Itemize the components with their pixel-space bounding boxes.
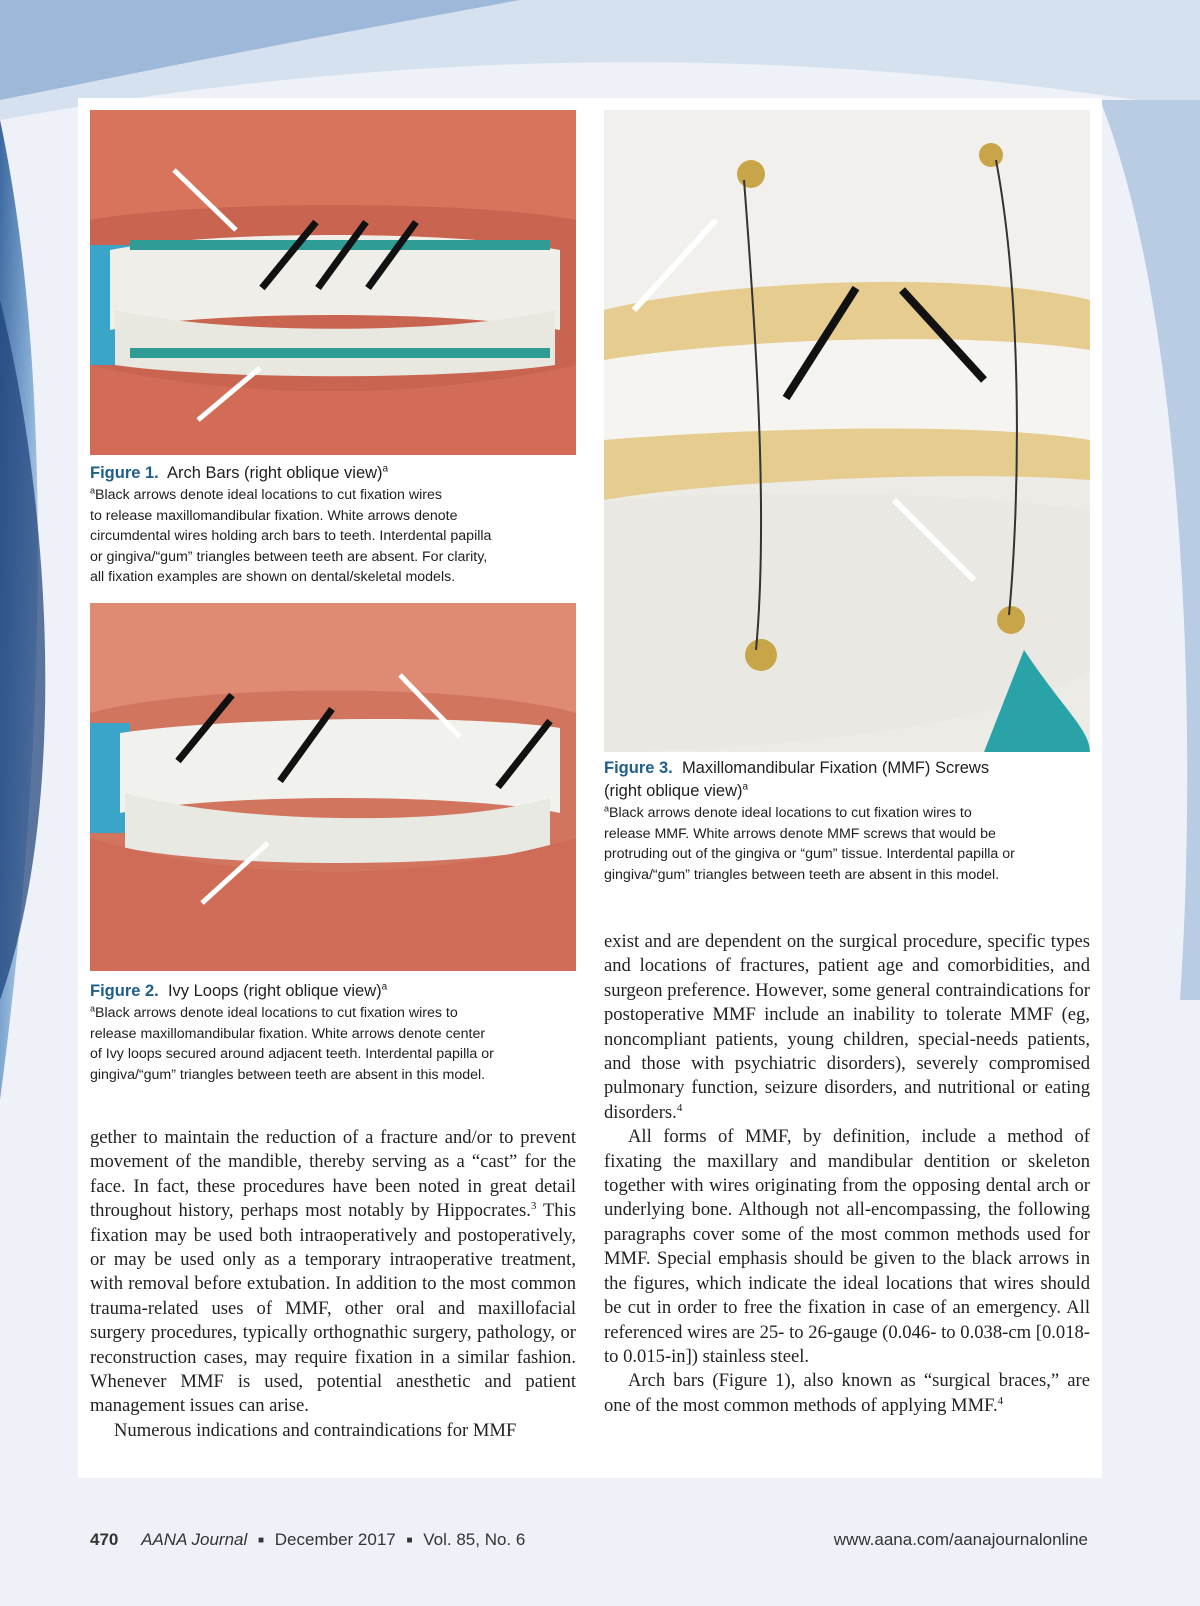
right-body-column bbox=[604, 930, 1090, 1418]
figure-2-label: Figure 2. bbox=[90, 982, 159, 1000]
footer-left: 470 AANA Journal ■ December 2017 ■ Vol. 85, No. 6 bbox=[90, 1530, 526, 1549]
left-paragraph-2: Numerous indications and contraindications for MMF bbox=[114, 1419, 517, 1441]
right-paragraph-2: All forms of MMF, by definition, include a method of fixating the maxillary and mandibular dentition or skeleton together with wires originating from the opposing dental arch or underlying bone. Although not all-encompassing, the following paragraphs cover some of the most common methods used for MMF. Special emphasis should be given to the black arrows in the figures, which indicate the ideal locations that wires should be cut in order to free the fixation in case of an emergency. All referenced wires are 25- to 26-gauge (0.046- to 0.038-cm [0.018- to 0.015-in]) stainless steel. bbox=[604, 1126, 1090, 1367]
figure-1-note: $^a$Black arrows denote ideal locations to cut fixation wires to release maxillomandibular fixation. White arrows denote circumdental wires holding arch bars to teeth. Interdental papilla or gingiva/“gum” triangles between teeth are absent. For clarity, all fixation examples are shown on dental/skeletal models. bbox=[90, 485, 492, 585]
figure-1-label: Figure 1. bbox=[90, 464, 159, 482]
page-number: 470 bbox=[90, 1530, 119, 1549]
journal-name: AANA Journal bbox=[141, 1530, 248, 1549]
issue-date: December 2017 bbox=[274, 1530, 396, 1549]
left-paragraph-1: gether to maintain the reduction of a fracture and/or to prevent movement of the mandible, thereby serving as a “cast” for the face. In fact, these procedures have been noted in great detail throughout history, perhaps most notably by Hippocrates.$^3$ This fixation may be used both intraoperatively and postoperatively, or may be used only as a temporary intraoperative treatment, with removal before extubation. In addition to the most common trauma-related uses of MMF, other oral and maxillofacial surgery procedures, typically orthognathic surgery, pathology, or reconstruction cases, may require fixation in a similar fashion. Whenever MMF is used, potential anesthetic and patient management issues can arise. bbox=[90, 1127, 577, 1417]
right-paragraph-1: exist and are dependent on the surgical procedure, specific types and locations of fractures, patient age and comorbidities, and surgeon preference. However, some general contraindications for postoperative MMF include an inability to tolerate MMF (eg, noncompliant patients, young children, special-needs patients, and those with psychiatric disorders), severely compromised pulmonary function, seizure disorders, and nutritional or eating disorders.$^4$ bbox=[604, 931, 1090, 1123]
figure-2-note: $^a$Black arrows denote ideal locations to cut fixation wires to release maxillomandibular fixation. White arrows denote center of Ivy loops secured around adjacent teeth. Interdental papilla or gingiva/“gum” triangles between teeth are absent in this model. bbox=[90, 1003, 494, 1083]
right-paragraph-3: Arch bars (Figure 1), also known as “surgical braces,” are one of the most common methods of applying MMF.$^4$ bbox=[604, 1370, 1090, 1416]
figure-2-photo bbox=[90, 603, 576, 971]
figure-1-title: Figure 1. Arch Bars (right oblique view)$^a$ bbox=[90, 463, 389, 482]
figure-3-note: $^a$Black arrows denote ideal locations to cut fixation wires to release MMF. White arrows denote MMF screws that would be protruding out of the gingiva or “gum” tissue. Interdental papilla or gingiva/“gum” triangles between teeth are absent in this model. bbox=[604, 803, 1015, 883]
figure-3-caption bbox=[604, 757, 1090, 885]
footer-url[interactable]: www.aana.com/aanajournalonline bbox=[833, 1530, 1088, 1549]
figure-2-title: Figure 2. Ivy Loops (right oblique view)$^a$ bbox=[90, 981, 388, 1000]
volume-info: Vol. 85, No. 6 bbox=[423, 1530, 526, 1549]
figure-3-photo bbox=[604, 110, 1090, 752]
figure-1-caption bbox=[90, 462, 570, 588]
figure-3-label: Figure 3. bbox=[604, 759, 673, 777]
figure-1-photo bbox=[90, 110, 576, 455]
figure-2-caption bbox=[90, 980, 570, 1085]
left-body-column bbox=[90, 1126, 576, 1443]
figure-3-title: Figure 3. Maxillomandibular Fixation (MMF) Screws (right oblique view)$^a$ bbox=[604, 759, 990, 800]
